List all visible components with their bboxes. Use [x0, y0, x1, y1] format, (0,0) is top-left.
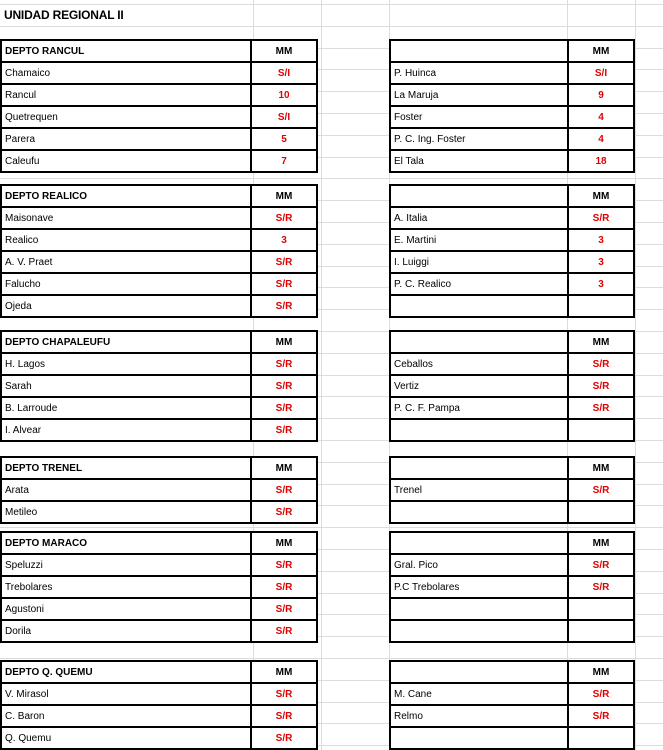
table-header-row: [1, 532, 317, 554]
mm-value: S/R: [568, 353, 634, 375]
locality-name: Gral. Pico: [390, 554, 568, 576]
table-header-row: [1, 457, 317, 479]
locality-name: P. C. Ing. Foster: [390, 128, 568, 150]
table-row: [390, 273, 634, 295]
mm-header: MM: [251, 532, 317, 554]
locality-name: E. Martini: [390, 229, 568, 251]
mm-value: S/R: [251, 273, 317, 295]
table-row: [1, 62, 317, 84]
locality-name: V. Mirasol: [1, 683, 251, 705]
mm-value: [568, 501, 634, 523]
dept-table-left: [0, 184, 318, 318]
table-row: [390, 84, 634, 106]
mm-value: S/R: [568, 576, 634, 598]
mm-value: S/I: [251, 62, 317, 84]
mm-header: MM: [251, 661, 317, 683]
dept-name: [390, 661, 568, 683]
table-row: [1, 375, 317, 397]
table-row: [1, 295, 317, 317]
locality-name: Foster: [390, 106, 568, 128]
mm-value: 3: [568, 251, 634, 273]
table-row: [1, 128, 317, 150]
mm-value: 10: [251, 84, 317, 106]
dept-name: [390, 532, 568, 554]
table-row: [1, 229, 317, 251]
mm-header: MM: [568, 40, 634, 62]
mm-value: [568, 620, 634, 642]
dept-table-right: [389, 660, 635, 750]
dept-table-left: [0, 660, 318, 750]
locality-name: I. Alvear: [1, 419, 251, 441]
mm-value: [568, 598, 634, 620]
mm-header: MM: [251, 331, 317, 353]
locality-name: Chamaico: [1, 62, 251, 84]
mm-header: MM: [251, 185, 317, 207]
locality-name: P. C. Realico: [390, 273, 568, 295]
table-row: [390, 229, 634, 251]
table-row: [390, 207, 634, 229]
mm-value: [568, 419, 634, 441]
table-row: [390, 128, 634, 150]
locality-name: Trenel: [390, 479, 568, 501]
mm-value: S/R: [568, 683, 634, 705]
locality-name: Dorila: [1, 620, 251, 642]
dept-name: DEPTO Q. QUEMU: [1, 661, 251, 683]
mm-value: S/R: [251, 251, 317, 273]
table-row: [1, 598, 317, 620]
dept-name: DEPTO CHAPALEUFU: [1, 331, 251, 353]
locality-name: Maisonave: [1, 207, 251, 229]
mm-value: S/R: [251, 705, 317, 727]
table-row: [390, 620, 634, 642]
mm-value: S/R: [251, 620, 317, 642]
table-row: [1, 705, 317, 727]
locality-name: [390, 598, 568, 620]
mm-value: S/R: [251, 397, 317, 419]
table-row: [390, 397, 634, 419]
table-row: [1, 150, 317, 172]
mm-value: S/R: [568, 479, 634, 501]
table-row: [390, 554, 634, 576]
locality-name: Parera: [1, 128, 251, 150]
mm-value: S/R: [251, 554, 317, 576]
dept-table-right: [389, 184, 635, 318]
table-header-row: [390, 185, 634, 207]
table-row: [390, 727, 634, 749]
locality-name: Trebolares: [1, 576, 251, 598]
mm-value: S/R: [251, 727, 317, 749]
mm-value: S/R: [568, 397, 634, 419]
table-row: [390, 598, 634, 620]
mm-header: MM: [251, 457, 317, 479]
table-row: [390, 295, 634, 317]
table-row: [1, 273, 317, 295]
locality-name: Metileo: [1, 501, 251, 523]
table-row: [1, 106, 317, 128]
dept-table-right: [389, 456, 635, 524]
table-row: [390, 150, 634, 172]
dept-name: [390, 40, 568, 62]
locality-name: H. Lagos: [1, 353, 251, 375]
dept-name: DEPTO TRENEL: [1, 457, 251, 479]
mm-value: S/R: [251, 598, 317, 620]
dept-table-right: [389, 531, 635, 643]
dept-table-right: [389, 330, 635, 442]
table-header-row: [1, 185, 317, 207]
table-row: [390, 683, 634, 705]
table-row: [390, 106, 634, 128]
page-title: UNIDAD REGIONAL II: [4, 8, 124, 22]
locality-name: Caleufu: [1, 150, 251, 172]
table-row: [1, 207, 317, 229]
dept-name: DEPTO REALICO: [1, 185, 251, 207]
mm-value: S/R: [568, 554, 634, 576]
mm-value: S/R: [251, 375, 317, 397]
table-row: [390, 501, 634, 523]
table-header-row: [390, 40, 634, 62]
mm-header: MM: [251, 40, 317, 62]
mm-value: S/I: [251, 106, 317, 128]
mm-header: MM: [568, 457, 634, 479]
dept-table-left: [0, 39, 318, 173]
table-row: [1, 419, 317, 441]
locality-name: La Maruja: [390, 84, 568, 106]
table-row: [1, 727, 317, 749]
mm-value: S/R: [251, 353, 317, 375]
table-header-row: [390, 532, 634, 554]
table-row: [1, 251, 317, 273]
mm-value: 4: [568, 128, 634, 150]
locality-name: P. Huinca: [390, 62, 568, 84]
mm-value: 3: [251, 229, 317, 251]
mm-value: S/R: [251, 207, 317, 229]
dept-table-left: [0, 531, 318, 643]
table-row: [1, 683, 317, 705]
mm-header: MM: [568, 661, 634, 683]
dept-name: [390, 185, 568, 207]
mm-value: S/R: [251, 419, 317, 441]
locality-name: P. C. F. Pampa: [390, 397, 568, 419]
locality-name: B. Larroude: [1, 397, 251, 419]
table-row: [1, 554, 317, 576]
mm-value: S/I: [568, 62, 634, 84]
table-header-row: [1, 40, 317, 62]
mm-header: MM: [568, 532, 634, 554]
mm-value: 7: [251, 150, 317, 172]
locality-name: Ceballos: [390, 353, 568, 375]
locality-name: [390, 295, 568, 317]
locality-name: Realico: [1, 229, 251, 251]
dept-table-right: [389, 39, 635, 173]
locality-name: Relmo: [390, 705, 568, 727]
table-row: [390, 353, 634, 375]
locality-name: Falucho: [1, 273, 251, 295]
mm-value: S/R: [251, 295, 317, 317]
locality-name: I. Luiggi: [390, 251, 568, 273]
table-row: [1, 620, 317, 642]
locality-name: Q. Quemu: [1, 727, 251, 749]
dept-name: [390, 331, 568, 353]
dept-table-left: [0, 330, 318, 442]
locality-name: [390, 727, 568, 749]
table-row: [390, 705, 634, 727]
locality-name: Sarah: [1, 375, 251, 397]
dept-name: DEPTO MARACO: [1, 532, 251, 554]
locality-name: Quetrequen: [1, 106, 251, 128]
table-row: [390, 62, 634, 84]
locality-name: [390, 620, 568, 642]
locality-name: Ojeda: [1, 295, 251, 317]
locality-name: A. V. Praet: [1, 251, 251, 273]
table-row: [390, 251, 634, 273]
mm-value: 3: [568, 273, 634, 295]
dept-name: [390, 457, 568, 479]
locality-name: El Tala: [390, 150, 568, 172]
mm-value: 3: [568, 229, 634, 251]
locality-name: Vertiz: [390, 375, 568, 397]
locality-name: Rancul: [1, 84, 251, 106]
mm-value: S/R: [568, 207, 634, 229]
locality-name: Agustoni: [1, 598, 251, 620]
table-row: [390, 576, 634, 598]
dept-table-left: [0, 456, 318, 524]
locality-name: Speluzzi: [1, 554, 251, 576]
mm-value: S/R: [568, 375, 634, 397]
table-header-row: [1, 661, 317, 683]
table-row: [1, 576, 317, 598]
table-row: [1, 353, 317, 375]
locality-name: C. Baron: [1, 705, 251, 727]
table-row: [390, 419, 634, 441]
mm-header: MM: [568, 331, 634, 353]
mm-value: [568, 727, 634, 749]
mm-value: S/R: [568, 705, 634, 727]
locality-name: P.C Trebolares: [390, 576, 568, 598]
locality-name: M. Cane: [390, 683, 568, 705]
mm-header: MM: [568, 185, 634, 207]
table-header-row: [390, 457, 634, 479]
mm-value: 4: [568, 106, 634, 128]
table-row: [1, 479, 317, 501]
mm-value: S/R: [251, 576, 317, 598]
mm-value: 9: [568, 84, 634, 106]
locality-name: [390, 419, 568, 441]
locality-name: [390, 501, 568, 523]
mm-value: S/R: [251, 683, 317, 705]
mm-value: S/R: [251, 479, 317, 501]
table-row: [390, 375, 634, 397]
mm-value: 18: [568, 150, 634, 172]
table-header-row: [390, 331, 634, 353]
table-row: [1, 84, 317, 106]
locality-name: A. Italia: [390, 207, 568, 229]
table-row: [390, 479, 634, 501]
mm-value: S/R: [251, 501, 317, 523]
table-header-row: [1, 331, 317, 353]
table-row: [1, 397, 317, 419]
locality-name: Arata: [1, 479, 251, 501]
dept-name: DEPTO RANCUL: [1, 40, 251, 62]
table-header-row: [390, 661, 634, 683]
table-row: [1, 501, 317, 523]
mm-value: [568, 295, 634, 317]
mm-value: 5: [251, 128, 317, 150]
